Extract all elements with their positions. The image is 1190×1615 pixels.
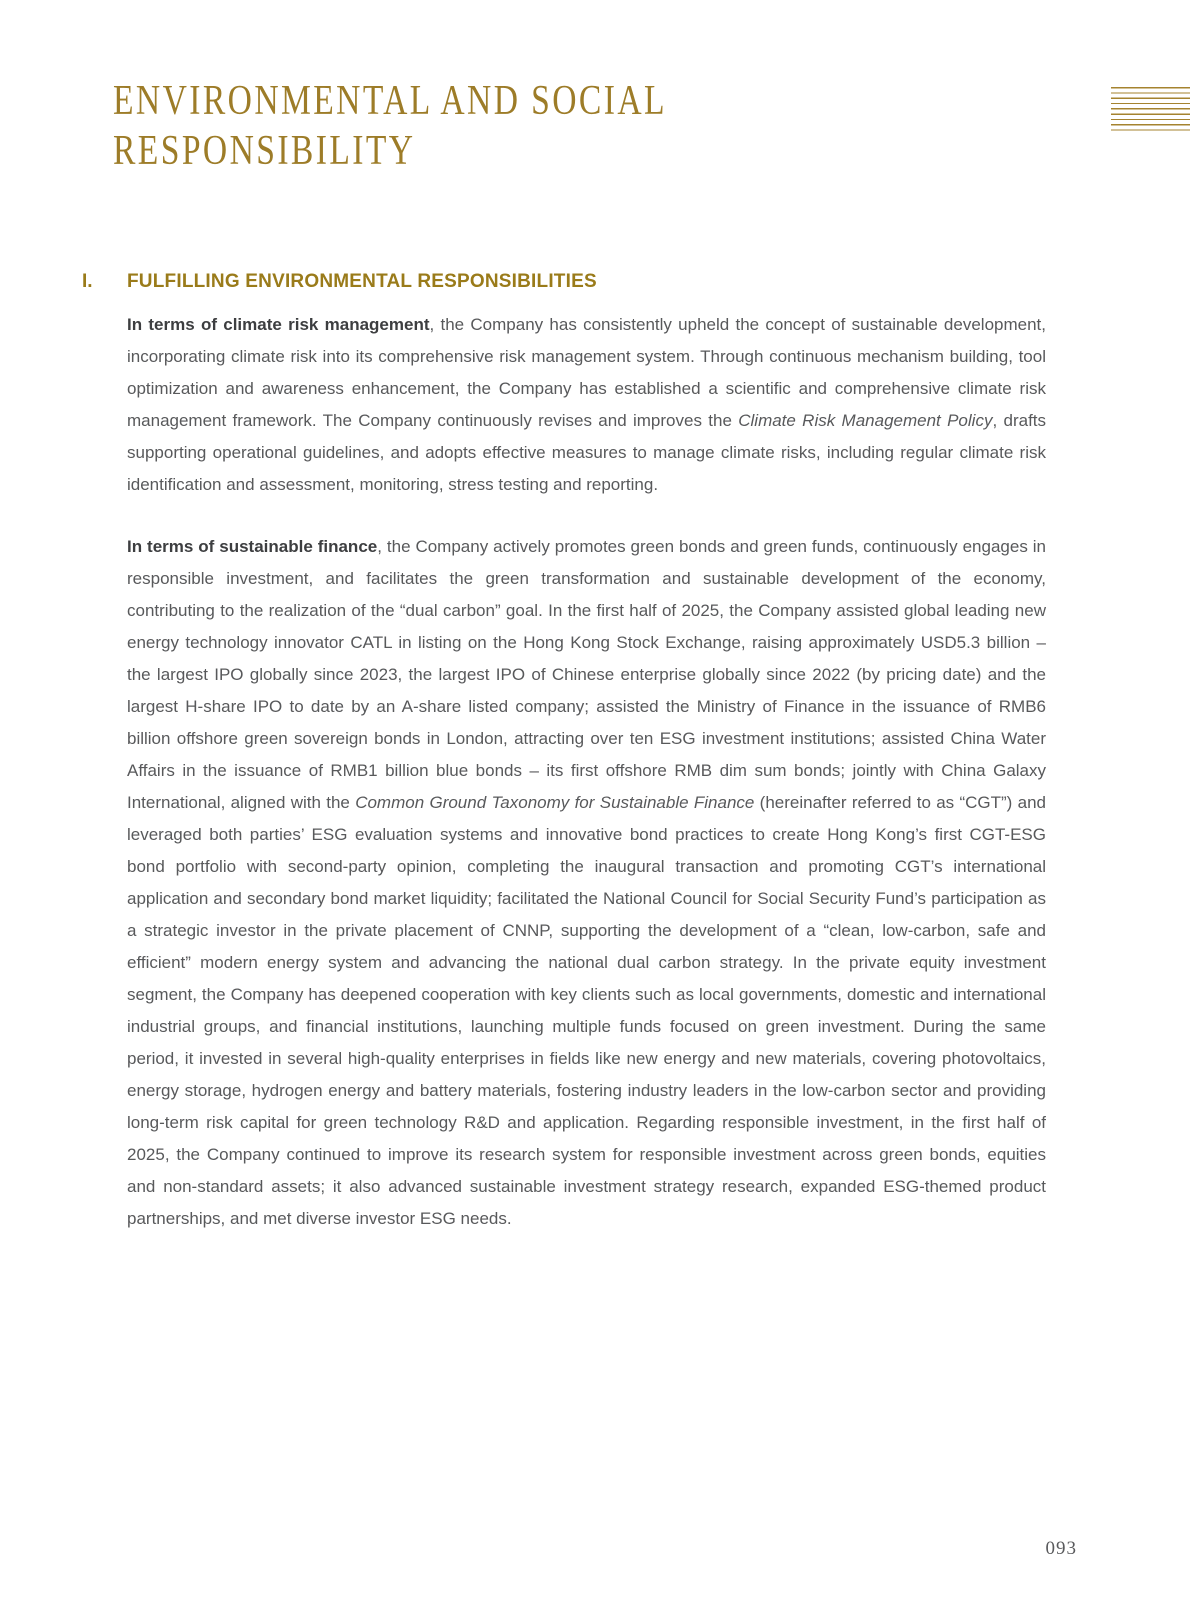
text-run-regular: (hereinafter referred to as “CGT”) and leveraged both parties’ ESG evaluation systems and innovative bond practices to create Hong Kong’s first CGT-ESG bond portfolio with second-party opinion, completing the inaugural transaction and promoting CGT’s international application and secondary bond market liquidity; facilitated the National Council for Social Security Fund’s participation as a strategic investor in the private placement of CNNP, supporting the development of a “clean, low-carbon, safe and efficient” modern energy system and advancing the national dual carbon strategy. In the private equity investment segment, the Company has deepened cooperation with key clients such as local governments, domestic and international industrial groups, and financial institutions, launching multiple funds focused on green investment. During the same period, it invested in several high-quality enterprises in fields like new energy and new materials, covering photovoltaics, energy storage, hydrogen energy and battery materials, fostering industry leaders in the low-carbon sector and providing long-term risk capital for green technology R&D and application. Regarding responsible investment, in the first half of 2025, the Company continued to improve its research system for responsible investment across green bonds, equities and non-standard assets; it also advanced sustainable investment strategy research, expanded ESG-themed product partnerships, and met diverse investor ESG needs. — [127, 793, 1047, 1228]
horizontal-lines-icon — [1111, 87, 1190, 131]
page-title — [113, 76, 667, 176]
text-run-regular: , the Company has consistently upheld the concept of sustainable development, incorporating climate risk into its comprehensive risk management system. Through continuous mechanism building, tool optimization and awareness enhancement, the Company has established a scientific and comprehensive climate risk management framework. The Company continuously revises and improves the — [127, 315, 1046, 430]
page-number: 093 — [1045, 1538, 1077, 1559]
paragraph-climate-risk — [127, 309, 1046, 501]
page-title-line-2: RESPONSIBILITY — [113, 128, 416, 174]
text-run-italic: Climate Risk Management Policy — [738, 411, 993, 430]
paragraph-sustainable-finance — [127, 531, 1046, 1235]
section-environmental-responsibilities — [82, 271, 1046, 1235]
section-heading-row — [82, 271, 1046, 293]
section-number: I. — [82, 271, 93, 292]
text-run-italic: Common Ground Taxonomy for Sustainable Finance — [355, 793, 755, 812]
text-run-regular: , the Company actively promotes green bonds and green funds, continuously engages in responsible investment, and facilitates the green transformation and sustainable development of the economy, contributing to the realization of the “dual carbon” goal. In the first half of 2025, the Company assisted global leading new energy technology innovator CATL in listing on the Hong Kong Stock Exchange, raising approximately USD5.3 billion – the largest IPO globally since 2023, the largest IPO of Chinese enterprise globally since 2022 (by pricing date) and the largest H-share IPO to date by an A-share listed company; assisted the Ministry of Finance in the issuance of RMB6 billion offshore green sovereign bonds in London, attracting over ten ESG investment institutions; assisted China Water Affairs in the issuance of RMB1 billion blue bonds – its first offshore RMB dim sum bonds; jointly with China Galaxy International, aligned with the — [127, 537, 1046, 812]
section-body — [127, 309, 1046, 1235]
text-run-bold: In terms of sustainable finance — [127, 537, 378, 556]
text-run-bold: In terms of climate risk management — [127, 315, 430, 334]
text-run-regular: , drafts supporting operational guidelines, and adopts effective measures to manage climate risks, including regular climate risk identification and assessment, monitoring, stress testing and reporting. — [127, 411, 1047, 494]
page-title-line-1: ENVIRONMENTAL AND SOCIAL — [113, 78, 667, 124]
section-heading: FULFILLING ENVIRONMENTAL RESPONSIBILITIES — [127, 271, 597, 292]
